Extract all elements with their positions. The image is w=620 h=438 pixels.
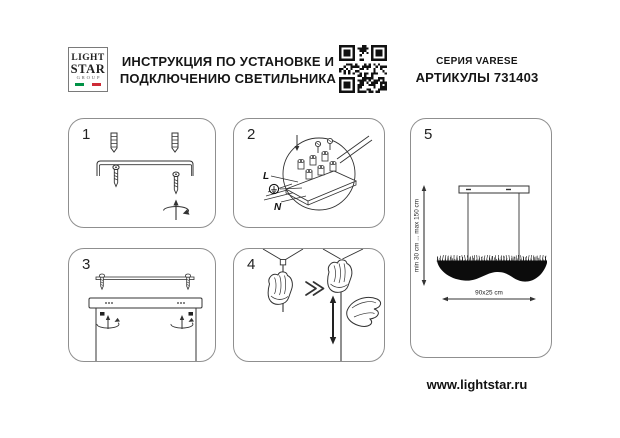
logo-text-star: STAR bbox=[70, 62, 106, 76]
height-range-label: min 30 cm ... max 150 cm bbox=[413, 198, 421, 273]
step-panel-4 bbox=[233, 248, 385, 362]
next-step-arrow-icon bbox=[306, 282, 324, 295]
lightstar-logo bbox=[68, 47, 108, 92]
article-label: АРТИКУЛЫ 731403 bbox=[415, 70, 539, 85]
lamp-shade bbox=[437, 261, 547, 282]
step-number: 2 bbox=[247, 126, 256, 143]
wall-anchors-bracket-screws-diagram bbox=[69, 119, 215, 227]
rotate-to-screw-icon bbox=[164, 200, 190, 221]
logo-text-group: GROUP bbox=[76, 75, 102, 80]
product-info bbox=[404, 56, 550, 85]
logo-text-light: LIGHT bbox=[71, 53, 105, 63]
height-dimension-arrow bbox=[422, 185, 427, 286]
step-panel-5 bbox=[410, 118, 552, 358]
live-wire-label: L bbox=[263, 171, 270, 182]
rotate-to-fix-icon bbox=[171, 315, 194, 329]
terminal-block-wiring-diagram bbox=[234, 119, 384, 227]
terminal-screws bbox=[315, 138, 332, 153]
step-number: 5 bbox=[424, 126, 433, 143]
hand-holding-connector bbox=[328, 260, 352, 292]
instruction-title bbox=[116, 53, 340, 87]
neutral-wire-label: N bbox=[274, 202, 282, 213]
step-number: 4 bbox=[247, 256, 256, 273]
size-label: 90x25 cm bbox=[475, 289, 503, 297]
assembled-pendant-lamp-diagram bbox=[411, 119, 551, 357]
italian-flag-bar bbox=[75, 83, 101, 86]
up-down-adjust-arrow-icon bbox=[330, 296, 336, 345]
width-dimension-arrow bbox=[442, 297, 536, 302]
website-url: www.lightstar.ru bbox=[426, 377, 528, 392]
series-label: СЕРИЯ VARESE bbox=[436, 56, 518, 67]
earth-ground-icon bbox=[269, 184, 278, 193]
title-line-2: ПОДКЛЮЧЕНИЮ СВЕТИЛЬНИКА bbox=[119, 71, 337, 86]
title-line-1: ИНСТРУКЦИЯ ПО УСТАНОВКЕ И bbox=[121, 54, 335, 69]
step-panel-2 bbox=[233, 118, 385, 228]
hand-gripping-wire bbox=[268, 272, 292, 304]
step-panel-3 bbox=[68, 248, 216, 362]
step-number: 1 bbox=[82, 126, 91, 143]
hands-adjusting-suspension-wire-diagram bbox=[234, 249, 384, 361]
hand-pulling-wire bbox=[347, 297, 381, 326]
ceiling-bracket-canopy-mounting-diagram bbox=[69, 249, 215, 361]
qr-code-icon bbox=[339, 45, 387, 93]
step-panel-1 bbox=[68, 118, 216, 228]
rotate-to-fix-icon bbox=[97, 315, 120, 329]
step-number: 3 bbox=[82, 256, 91, 273]
